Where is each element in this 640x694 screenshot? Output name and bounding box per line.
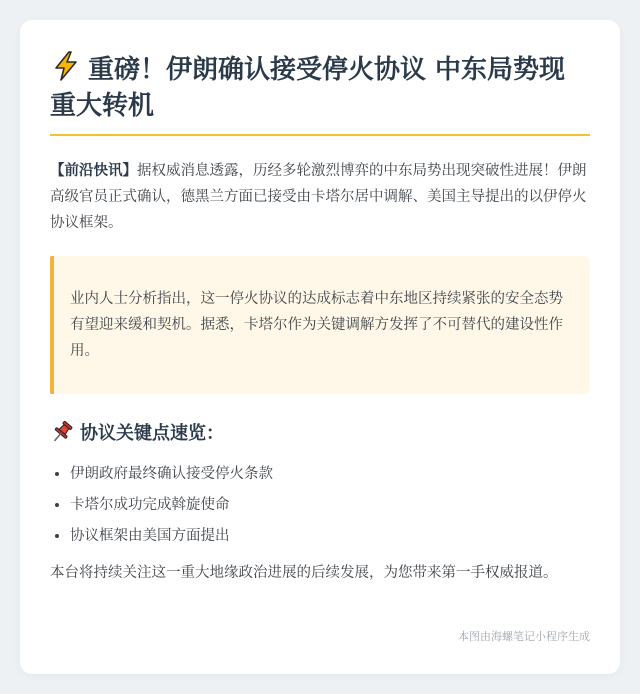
lead-paragraph: [50, 158, 590, 236]
key-points-heading-text: 协议关键点速览：: [80, 423, 224, 444]
headline-text: 重磅！伊朗确认接受停火协议 中东局势现重大转机: [50, 55, 566, 121]
article-card: [20, 20, 620, 674]
key-points-list: [50, 459, 590, 552]
list-item: • 卡塔尔成功完成斡旋使命: [70, 490, 590, 521]
closing-paragraph: 本台将持续关注这一重大地缘政治进展的后续发展，为您带来第一手权威报道。: [50, 565, 558, 581]
list-item: • 伊朗政府最终确认接受停火条款: [70, 459, 590, 490]
list-item: • 协议框架由美国方面提出: [70, 521, 590, 552]
lead-tag: 【前沿快讯】: [50, 163, 137, 179]
pushpin-icon: [50, 420, 74, 444]
lead-text: 据权威消息透露，历经多轮激烈博弈的中东局势出现突破性进展！伊朗高级官员正式确认，德黑兰方面已接受由卡塔尔居中调解、美国主导提出的以伊停火协议框架。: [50, 163, 587, 231]
headline: [50, 50, 590, 136]
lightning-bolt-icon: [50, 50, 82, 82]
footer-credit: 本图由海螺笔记小程序生成: [458, 630, 590, 643]
analysis-quote: 业内人士分析指出，这一停火协议的达成标志着中东地区持续紧张的安全态势有望迎来缓和契机。据悉，卡塔尔作为关键调解方发挥了不可替代的建设性作用。: [50, 256, 590, 394]
key-points-heading: [50, 420, 590, 447]
